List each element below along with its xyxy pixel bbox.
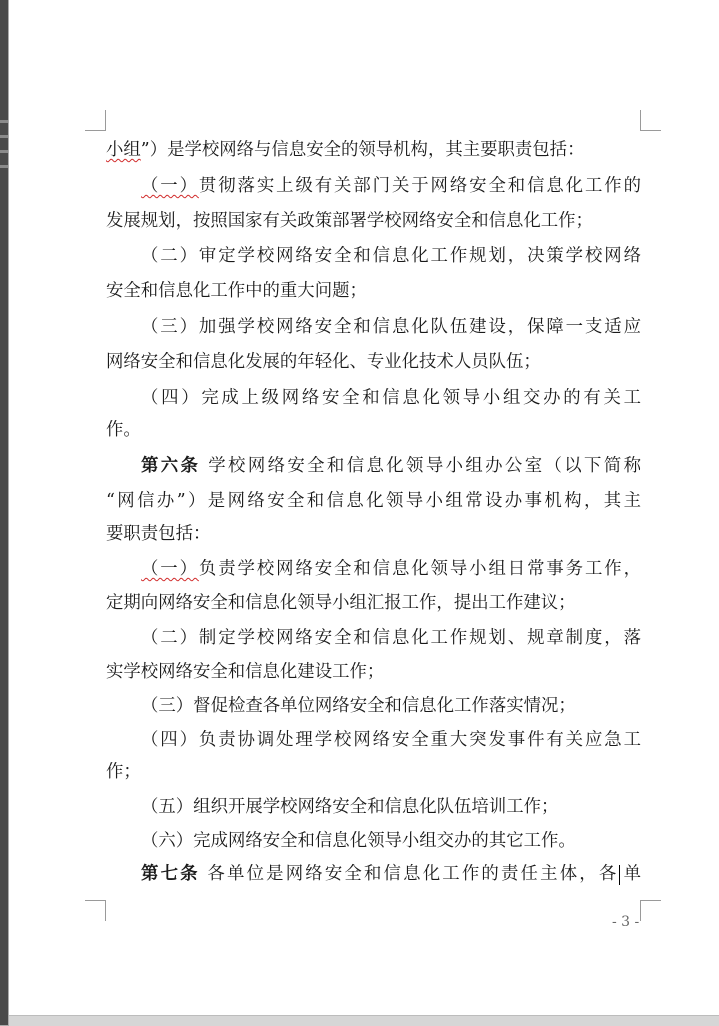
text-run: 实学校网络安全和信息化建设工作； <box>106 662 385 682</box>
text-line <box>106 485 641 517</box>
document-page[interactable] <box>9 0 719 1015</box>
text-line <box>106 656 641 688</box>
text-line <box>141 553 641 585</box>
text-line <box>106 134 641 166</box>
text-run: 作。 <box>106 420 141 440</box>
text-line <box>141 170 641 202</box>
text-run: ”）是学校网络与信息安全的领导机构，其主要职责包括： <box>140 140 585 160</box>
text-line <box>106 756 641 788</box>
spellcheck-flagged-text: 小组 <box>106 140 141 160</box>
text-run: （二）制定学校网络安全和信息化工作规划、规章制度，落 <box>141 628 641 648</box>
page-number: - 3 - <box>612 914 640 930</box>
text-run: 负责学校网络安全和信息化领导小组日常事务工作， <box>198 559 641 579</box>
text-run: “网信办”）是网络安全和信息化领导小组常设办事机构，其主 <box>106 491 641 511</box>
text-line <box>141 825 641 857</box>
text-run: （四）负责协调处理学校网络安全重大突发事件有关应急工 <box>141 730 641 750</box>
spellcheck-flagged-text: （一） <box>141 176 199 196</box>
text-run: 安全和信息化工作中的重大问题； <box>106 281 367 301</box>
text-run: 各单位是网络安全和信息化工作的责任主体，各 <box>199 864 619 884</box>
text-run: （六）完成网络安全和信息化领导小组交办的其它工作。 <box>141 831 576 851</box>
text-run: （五）组织开展学校网络安全和信息化队伍培训工作； <box>141 797 559 817</box>
article-heading: 第七条 <box>141 864 200 884</box>
text-run: 单 <box>621 864 641 884</box>
text-line <box>106 275 641 307</box>
text-line <box>106 414 641 446</box>
text-line <box>141 858 641 890</box>
text-run: 定期向网络安全和信息化领导小组汇报工作，提出工作建议； <box>106 593 576 613</box>
text-line <box>106 205 641 237</box>
window-left-edge <box>0 0 8 1025</box>
status-bar <box>9 1015 719 1026</box>
article-heading: 第六条 <box>141 456 201 476</box>
text-run: （二）审定学校网络安全和信息化工作规划，决策学校网络 <box>141 246 641 266</box>
text-line <box>106 518 641 550</box>
document-body[interactable] <box>9 0 719 1015</box>
text-run: （三）加强学校网络安全和信息化队伍建设，保障一支适应 <box>141 317 641 337</box>
text-line <box>141 311 641 343</box>
text-line <box>141 450 641 482</box>
text-line <box>141 382 641 414</box>
text-line <box>141 240 641 272</box>
text-line <box>141 690 641 722</box>
text-run: 发展规划，按照国家有关政策部署学校网络安全和信息化工作； <box>106 211 593 231</box>
text-run: 作； <box>106 762 141 782</box>
text-run: （四）完成上级网络安全和信息化领导小组交办的有关工 <box>141 388 641 408</box>
text-line <box>141 791 641 823</box>
text-run: （三）督促检查各单位网络安全和信息化工作落实情况； <box>141 696 576 716</box>
spellcheck-flagged-text: （一） <box>141 559 199 579</box>
text-run: 要职责包括： <box>106 524 211 544</box>
text-run: 学校网络安全和信息化领导小组办公室（以下简称 <box>200 456 641 476</box>
text-line <box>141 724 641 756</box>
text-line <box>106 587 641 619</box>
text-line <box>141 622 641 654</box>
text-run: 贯彻落实上级有关部门关于网络安全和信息化工作的 <box>198 176 641 196</box>
text-run: 网络安全和信息化发展的年轻化、专业化技术人员队伍； <box>106 352 541 372</box>
text-line <box>106 346 641 378</box>
